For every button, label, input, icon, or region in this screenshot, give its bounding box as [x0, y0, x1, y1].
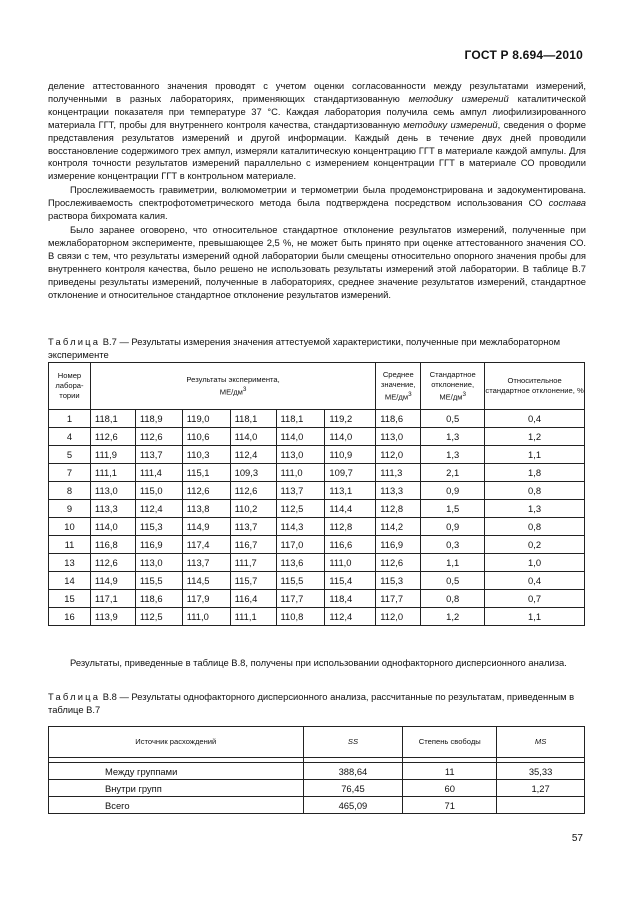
table-row	[49, 518, 585, 536]
table-cell: 111,3	[376, 464, 421, 482]
lab-number-cell: 1	[49, 410, 91, 428]
table-cell: 111,0	[276, 464, 325, 482]
table-cell: 112,6	[135, 428, 182, 446]
table-cell: 111,1	[230, 608, 276, 626]
header-sd: Стандартное отклонение, $МЕ/дм^3$	[421, 363, 485, 410]
source-cell: Всего	[49, 797, 304, 814]
table-cell: 0,9	[421, 518, 485, 536]
table-cell: 111,0	[325, 554, 376, 572]
table-cell: 110,6	[182, 428, 230, 446]
table7-header-row	[49, 363, 585, 410]
table-cell: 112,6	[90, 428, 135, 446]
header-df: Степень свободы	[403, 727, 497, 758]
table-cell: 1,5	[421, 500, 485, 518]
table-cell: 113,7	[230, 518, 276, 536]
table-row	[49, 446, 585, 464]
table-cell: 116,7	[230, 536, 276, 554]
table-cell: 114,3	[276, 518, 325, 536]
table-cell: 117,9	[182, 590, 230, 608]
table-cell: 118,9	[135, 410, 182, 428]
table-cell: 116,6	[325, 536, 376, 554]
table7	[48, 362, 585, 626]
table-cell: 1,1	[485, 446, 585, 464]
table-cell: 113,7	[276, 482, 325, 500]
table-cell: 113,6	[276, 554, 325, 572]
table-cell: 111,4	[135, 464, 182, 482]
lab-number-cell: 5	[49, 446, 91, 464]
table-cell: 113,1	[325, 482, 376, 500]
table-cell: 112,4	[230, 446, 276, 464]
page-number: 57	[571, 833, 583, 844]
table-cell: 115,5	[276, 572, 325, 590]
table-cell: 116,9	[135, 536, 182, 554]
source-cell: Внутри групп	[49, 780, 304, 797]
body-text	[48, 80, 586, 301]
table-cell: 115,0	[135, 482, 182, 500]
header-ss: SS	[303, 727, 403, 758]
table-row	[49, 797, 585, 814]
table-cell: 113,8	[182, 500, 230, 518]
table-cell: 112,4	[135, 500, 182, 518]
table-cell: 118,1	[90, 410, 135, 428]
header-results: Результаты эксперимента, $МЕ/дм^3$	[90, 363, 375, 410]
table-cell: 117,7	[376, 590, 421, 608]
header-rsd: Относительное стандартное отклонение, %	[485, 363, 585, 410]
table-cell: 0,8	[421, 590, 485, 608]
table-cell: 388,64	[303, 763, 403, 780]
table-cell: 71	[403, 797, 497, 814]
table-cell: 119,2	[325, 410, 376, 428]
table-cell: 110,3	[182, 446, 230, 464]
table-cell: 112,8	[325, 518, 376, 536]
table-row	[49, 590, 585, 608]
table-cell: 114,0	[230, 428, 276, 446]
table-cell: 114,9	[182, 518, 230, 536]
table-cell: 60	[403, 780, 497, 797]
source-cell: Между группами	[49, 763, 304, 780]
table-cell: 465,09	[303, 797, 403, 814]
table-cell: 118,1	[276, 410, 325, 428]
table-cell: 0,2	[485, 536, 585, 554]
table-cell: 112,5	[135, 608, 182, 626]
table-cell: 0,7	[485, 590, 585, 608]
table-cell: 112,6	[376, 554, 421, 572]
table-cell: 115,3	[135, 518, 182, 536]
table-cell: 1,3	[421, 446, 485, 464]
table-cell: 118,4	[325, 590, 376, 608]
header-source: Источник расхождений	[49, 727, 304, 758]
table-cell: 1,1	[485, 608, 585, 626]
table-cell: 112,6	[182, 482, 230, 500]
lab-number-cell: 13	[49, 554, 91, 572]
table-cell: 11	[403, 763, 497, 780]
table-cell: 117,0	[276, 536, 325, 554]
table-cell: 111,0	[182, 608, 230, 626]
table-cell: 113,0	[135, 554, 182, 572]
table-cell: 116,8	[90, 536, 135, 554]
table-cell: 35,33	[497, 763, 585, 780]
table8-header-row	[49, 727, 585, 758]
table-cell: 117,7	[276, 590, 325, 608]
table-cell: 1,3	[421, 428, 485, 446]
table-cell: 1,8	[485, 464, 585, 482]
table-cell: 0,5	[421, 572, 485, 590]
table-cell: 113,7	[135, 446, 182, 464]
table-cell: 115,5	[135, 572, 182, 590]
table-cell	[497, 797, 585, 814]
table-cell: 76,45	[303, 780, 403, 797]
table-cell: 114,0	[325, 428, 376, 446]
table-cell: 114,9	[90, 572, 135, 590]
table-cell: 113,0	[90, 482, 135, 500]
table-cell: 112,6	[90, 554, 135, 572]
table-cell: 114,4	[325, 500, 376, 518]
header-lab: Номер лабора- тории	[49, 363, 91, 410]
table-cell: 1,1	[421, 554, 485, 572]
table-row	[49, 500, 585, 518]
table-cell: 112,0	[376, 608, 421, 626]
lab-number-cell: 11	[49, 536, 91, 554]
lab-number-cell: 14	[49, 572, 91, 590]
lab-number-cell: 9	[49, 500, 91, 518]
table-cell: 113,9	[90, 608, 135, 626]
lab-number-cell: 7	[49, 464, 91, 482]
paragraph-4: Результаты, приведенные в таблице В.8, получены при использовании однофакторного дисперсионного анализа.	[70, 657, 567, 668]
table-cell: 113,0	[276, 446, 325, 464]
lab-number-cell: 15	[49, 590, 91, 608]
table-cell: 115,3	[376, 572, 421, 590]
table-cell: 1,27	[497, 780, 585, 797]
paragraph-1: деление аттестованного значения проводят с учетом оценки согласованности между результатами измерений, полученными в разных лабораториях, применяющих стандартизованную методику измерений каталитической концентрации показателя при температуре 37 °С. Каждая лаборатория получила семь ампул лиофилизированного материала ГГТ, пробы для внутреннего контроля качества, стандартизованную методику измерений, сведения о форме представления результатов измерений и другой информации. Каждый день в течение двух дней проводили восстановление содержимого трех ампул, измеряли каталитическую концентрацию ГГТ в материале каждой ампулы. Для контроля точности результатов измерений параллельно с измерением концентрации ГГТ в материале СО проводили измерение концентрации ГГТ в контрольном материале.	[48, 80, 586, 182]
table-row	[49, 572, 585, 590]
table-cell: 109,3	[230, 464, 276, 482]
standard-header: ГОСТ Р 8.694—2010	[464, 48, 583, 62]
table-cell: 116,9	[376, 536, 421, 554]
table-cell: 112,4	[325, 608, 376, 626]
table-cell: 0,8	[485, 518, 585, 536]
table-cell: 118,6	[135, 590, 182, 608]
table-cell: 0,4	[485, 572, 585, 590]
table-row	[49, 464, 585, 482]
table8-caption: Таблица В.8 — Результаты однофакторного дисперсионного анализа, рассчитанные по результатам, приведенным в таблице В.7	[48, 691, 575, 715]
table-cell: 109,7	[325, 464, 376, 482]
table-cell: 114,0	[90, 518, 135, 536]
table-cell: 2,1	[421, 464, 485, 482]
table-cell: 1,3	[485, 500, 585, 518]
table-cell: 0,5	[421, 410, 485, 428]
table-cell: 0,4	[485, 410, 585, 428]
table-cell: 112,0	[376, 446, 421, 464]
table-row	[49, 410, 585, 428]
table-cell: 111,7	[230, 554, 276, 572]
table-cell: 115,7	[230, 572, 276, 590]
table-cell: 117,4	[182, 536, 230, 554]
table8	[48, 726, 585, 814]
table-cell: 0,8	[485, 482, 585, 500]
lab-number-cell: 10	[49, 518, 91, 536]
paragraph-2: Прослеживаемость гравиметрии, волюмометрии и термометрии была продемонстрирована и задокументирована. Прослеживаемость спектрофотометрического метода была подтверждена посредством использования СО состава раствора бихромата калия.	[48, 184, 586, 222]
table-cell: 115,1	[182, 464, 230, 482]
table-row	[49, 608, 585, 626]
table-cell: 116,4	[230, 590, 276, 608]
table-cell: 113,3	[90, 500, 135, 518]
table-row	[49, 428, 585, 446]
table-cell: 114,0	[276, 428, 325, 446]
table-cell: 113,7	[182, 554, 230, 572]
lab-number-cell: 16	[49, 608, 91, 626]
table-row	[49, 482, 585, 500]
table-row	[49, 536, 585, 554]
table-cell: 114,5	[182, 572, 230, 590]
table-cell: 110,8	[276, 608, 325, 626]
table-cell: 111,1	[90, 464, 135, 482]
table-cell: 118,6	[376, 410, 421, 428]
table-cell: 1,2	[421, 608, 485, 626]
table-cell: 110,2	[230, 500, 276, 518]
table-cell: 112,5	[276, 500, 325, 518]
table-cell: 1,2	[485, 428, 585, 446]
header-mean: Среднее значение, $МЕ/дм^3$	[376, 363, 421, 410]
table-cell: 114,2	[376, 518, 421, 536]
table-cell: 115,4	[325, 572, 376, 590]
table-cell: 110,9	[325, 446, 376, 464]
table-cell: 113,0	[376, 428, 421, 446]
table-row	[49, 780, 585, 797]
header-ms: MS	[497, 727, 585, 758]
table-cell: 118,1	[230, 410, 276, 428]
table-cell: 112,6	[230, 482, 276, 500]
table-row	[49, 763, 585, 780]
paragraph-3: Было заранее оговорено, что относительное стандартное отклонение результатов измерений, полученные при межлабораторном эксперименте, превышающее 2,5 %, не может быть принято при оценке аттестованного значения СО. В связи с тем, что результаты измерений одной лаборатории были смещены относительно опорного значения пробы для внутреннего контроля качества, было решено не использовать результаты измерений этой лаборатории. В таблице В.7 приведены результаты измерений, полученные в лабораториях, среднее значение результатов измерений, стандартное отклонение и относительное стандартное отклонение результатов измерений.	[48, 223, 586, 300]
lab-number-cell: 8	[49, 482, 91, 500]
table-cell: 112,8	[376, 500, 421, 518]
table-cell: 0,9	[421, 482, 485, 500]
table-cell: 119,0	[182, 410, 230, 428]
table-cell: 117,1	[90, 590, 135, 608]
table-row	[49, 554, 585, 572]
table-cell: 113,3	[376, 482, 421, 500]
lab-number-cell: 4	[49, 428, 91, 446]
table7-caption: Таблица В.7 — Результаты измерения значения аттестуемой характеристики, полученные при межлабораторном эксперименте	[48, 336, 561, 360]
table-cell: 1,0	[485, 554, 585, 572]
table-cell: 111,9	[90, 446, 135, 464]
table-cell: 0,3	[421, 536, 485, 554]
